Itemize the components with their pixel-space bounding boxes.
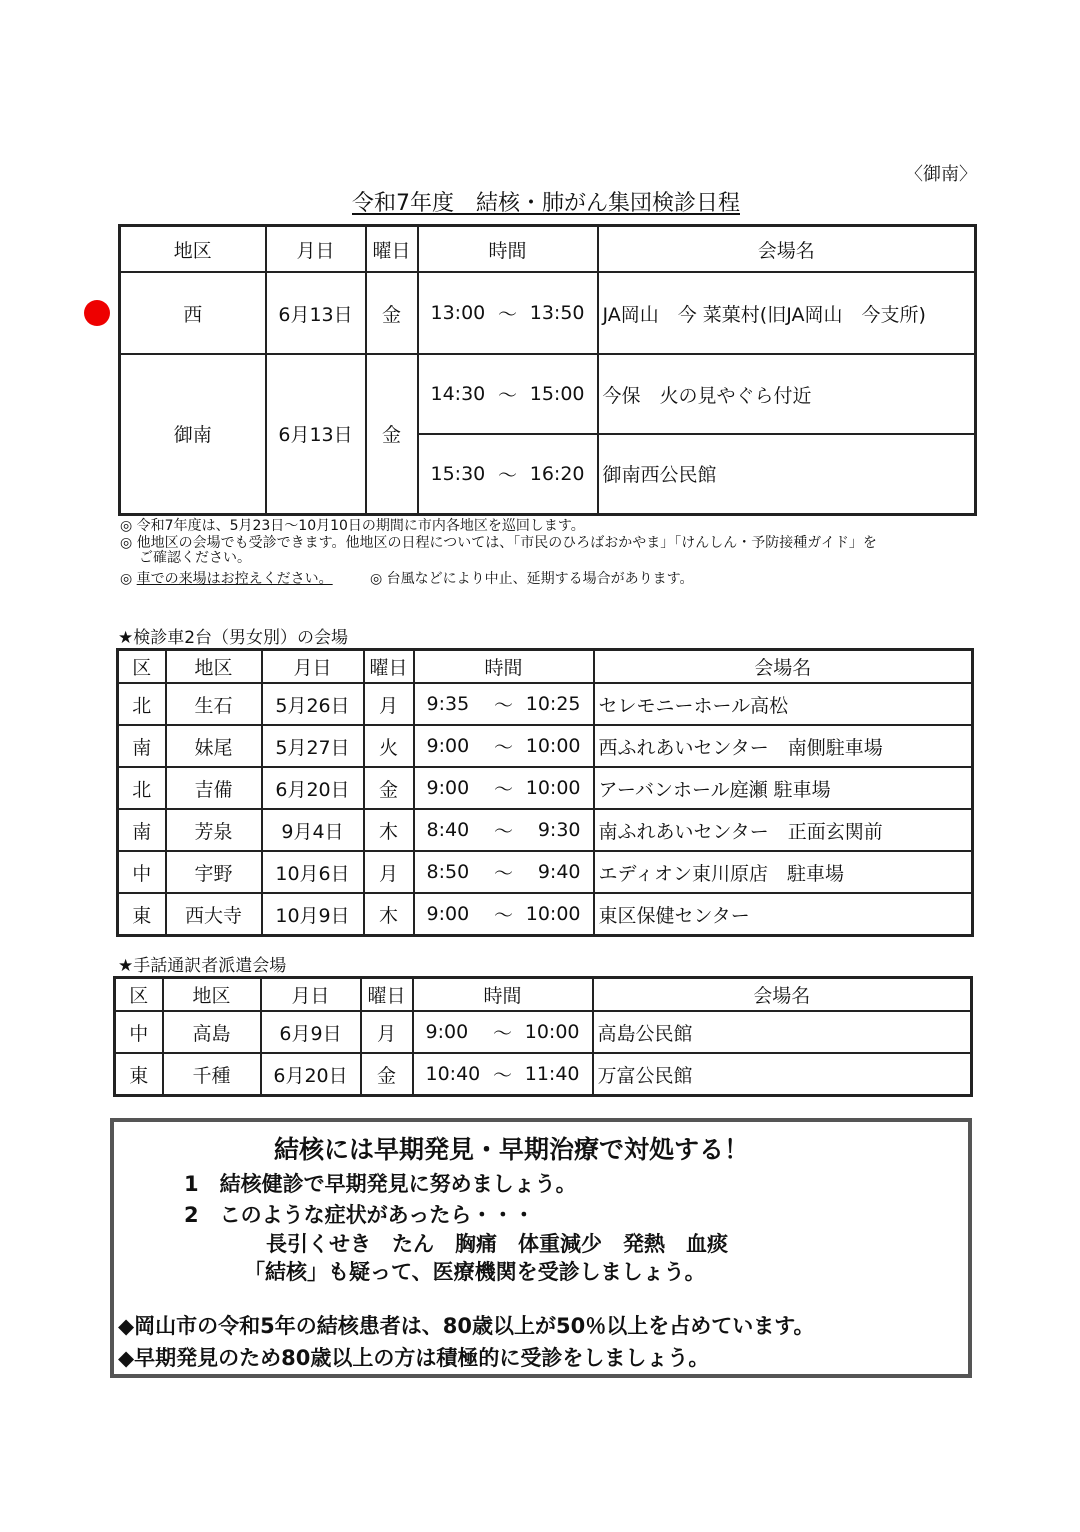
district-cell: 芳泉 <box>166 809 262 851</box>
time-separator: ～ <box>493 904 514 927</box>
date-cell: 9月4日 <box>262 809 364 851</box>
header-venue: 会場名 <box>594 650 973 684</box>
date-cell: 6月20日 <box>261 1053 361 1096</box>
ward-cell: 北 <box>118 683 166 725</box>
header-ward: 区 <box>118 650 166 684</box>
table-row <box>118 851 973 893</box>
time-separator: ～ <box>497 384 518 407</box>
header-venue: 会場名 <box>598 226 976 273</box>
time-end: 16:20 <box>529 462 585 485</box>
district-tag: 〈御南〉 <box>905 164 977 185</box>
venue-cell: 東区保健センター <box>594 893 973 936</box>
date-cell: 6月9日 <box>261 1011 361 1053</box>
time-separator: ～ <box>493 862 514 885</box>
district-cell: 吉備 <box>166 767 262 809</box>
car-table-body <box>118 683 973 936</box>
time-start: 13:00 <box>430 302 486 324</box>
date-cell: 10月9日 <box>262 893 364 936</box>
header-time: 時間 <box>414 650 594 684</box>
main-schedule-table <box>118 224 977 516</box>
time-start: 8:40 <box>426 819 470 841</box>
note-no-car <box>120 572 333 586</box>
day-cell: 月 <box>361 1011 413 1053</box>
header-day: 曜日 <box>366 226 418 273</box>
time-cell <box>414 683 594 725</box>
info-fact-1: ◆岡山市の令和5年の結核患者は、80歳以上が50％以上を占めています。 <box>118 1314 815 1338</box>
time-start: 9:00 <box>426 903 470 925</box>
time-cell <box>413 1053 593 1096</box>
time-start: 9:00 <box>426 735 470 757</box>
header-venue: 会場名 <box>593 978 972 1012</box>
district-cell: 西大寺 <box>166 893 262 936</box>
venue-cell: 高島公民館 <box>593 1011 972 1053</box>
ward-cell: 北 <box>118 767 166 809</box>
time-start: 9:35 <box>426 693 470 715</box>
time-cell <box>414 767 594 809</box>
ward-cell: 南 <box>118 725 166 767</box>
info-heading: 結核には早期発見・早期治療で対処する！ <box>274 1135 750 1164</box>
header-district: 地区 <box>166 650 262 684</box>
note-mark: ◎ <box>120 571 133 587</box>
info-item-2: 2 このような症状があったら・・・ <box>184 1203 535 1227</box>
table-row <box>118 725 973 767</box>
header-day: 曜日 <box>364 650 414 684</box>
note-typhoon: ◎ 台風などにより中止、延期する場合があります。 <box>370 571 694 587</box>
venue-cell: 御南西公民館 <box>598 434 976 514</box>
day-cell: 月 <box>364 851 414 893</box>
time-end: 9:40 <box>537 861 581 883</box>
venue-cell: 今保 火の見やぐら付近 <box>598 354 976 434</box>
time-end: 11:40 <box>524 1063 580 1085</box>
venue-cell: 万富公民館 <box>593 1053 972 1096</box>
district-cell: 生石 <box>166 683 262 725</box>
header-day: 曜日 <box>361 978 413 1012</box>
date-cell: 6月13日 <box>266 272 366 354</box>
district-cell: 千種 <box>163 1053 261 1096</box>
day-cell: 木 <box>364 893 414 936</box>
time-separator: ～ <box>492 1022 513 1045</box>
ward-cell: 中 <box>118 851 166 893</box>
time-separator: ～ <box>493 778 514 801</box>
day-cell: 月 <box>364 683 414 725</box>
day-cell: 金 <box>366 272 418 354</box>
time-start: 9:00 <box>425 1021 469 1043</box>
info-symptoms: 長引くせき たん 胸痛 体重減少 発熱 血痰 <box>266 1232 728 1256</box>
district-cell: 西 <box>120 272 266 354</box>
header-time: 時間 <box>413 978 593 1012</box>
venue-cell: 南ふれあいセンター 正面玄関前 <box>594 809 973 851</box>
date-cell: 6月20日 <box>262 767 364 809</box>
time-start: 9:00 <box>426 777 470 799</box>
table-row <box>115 1011 972 1053</box>
note-other-districts: ◎ 他地区の会場でも受診できます。他地区の日程については、「市民のひろばおかやま」「けんしん・予防接種ガイド」を <box>120 535 877 551</box>
district-cell: 宇野 <box>166 851 262 893</box>
time-cell <box>414 725 594 767</box>
venue-cell: アーバンホール庭瀬 駐車場 <box>594 767 973 809</box>
header-date: 月日 <box>261 978 361 1012</box>
table-row <box>118 893 973 936</box>
time-end: 10:00 <box>525 735 581 757</box>
ward-cell: 南 <box>118 809 166 851</box>
day-cell: 木 <box>364 809 414 851</box>
ward-cell: 東 <box>115 1053 163 1096</box>
time-cell <box>414 809 594 851</box>
time-separator: ～ <box>493 694 514 717</box>
time-end: 10:00 <box>525 903 581 925</box>
table-row <box>118 809 973 851</box>
time-end: 10:25 <box>525 693 581 715</box>
date-cell: 5月27日 <box>262 725 364 767</box>
ward-cell: 中 <box>115 1011 163 1053</box>
table-row <box>118 767 973 809</box>
tuberculosis-info-box <box>110 1118 972 1378</box>
time-cell <box>418 434 598 514</box>
time-end: 10:00 <box>524 1021 580 1043</box>
info-fact-2: ◆早期発見のため80歳以上の方は積極的に受診をしましょう。 <box>118 1346 710 1370</box>
table-header-row <box>120 226 976 273</box>
time-cell <box>418 272 598 354</box>
venue-cell: エディオン東川原店 駐車場 <box>594 851 973 893</box>
date-cell: 5月26日 <box>262 683 364 725</box>
time-cell <box>413 1011 593 1053</box>
car-schedule-table <box>116 648 974 937</box>
time-separator: ～ <box>492 1064 513 1087</box>
note-no-car-text: 車での来場はお控えください。 <box>136 571 333 587</box>
table-header-row <box>118 650 973 684</box>
day-cell: 火 <box>364 725 414 767</box>
district-cell: 高島 <box>163 1011 261 1053</box>
time-separator: ～ <box>493 820 514 843</box>
time-start: 10:40 <box>425 1063 481 1085</box>
sign-section-label: ★手話通訳者派遣会場 <box>118 956 287 976</box>
district-cell: 御南 <box>120 354 266 514</box>
note-period: ◎ 令和7年度は、5月23日～10月10日の期間に市内各地区を巡回します。 <box>120 518 585 534</box>
time-separator: ～ <box>493 736 514 759</box>
time-end: 10:00 <box>525 777 581 799</box>
header-district: 地区 <box>163 978 261 1012</box>
venue-cell: セレモニーホール高松 <box>594 683 973 725</box>
time-cell <box>414 893 594 936</box>
date-cell: 10月6日 <box>262 851 364 893</box>
venue-cell: 西ふれあいセンター 南側駐車場 <box>594 725 973 767</box>
table-row <box>120 354 976 434</box>
page-title: 令和7年度 結核・肺がん集団検診日程 <box>352 191 740 216</box>
district-cell: 妹尾 <box>166 725 262 767</box>
time-end: 13:50 <box>529 302 585 324</box>
info-item-1: 1 結核健診で早期発見に努めましょう。 <box>184 1172 577 1196</box>
header-date: 月日 <box>266 226 366 273</box>
red-dot-marker <box>84 300 110 326</box>
header-ward: 区 <box>115 978 163 1012</box>
day-cell: 金 <box>361 1053 413 1096</box>
table-header-row <box>115 978 972 1012</box>
time-separator: ～ <box>497 303 518 326</box>
car-section-label: ★検診車2台（男女別）の会場 <box>118 628 349 648</box>
time-cell <box>414 851 594 893</box>
header-date: 月日 <box>262 650 364 684</box>
time-end: 9:30 <box>537 819 581 841</box>
venue-cell: JA岡山 今 菜菓村(旧JA岡山 今支所) <box>598 272 976 354</box>
note-other-districts-cont: ご確認ください。 <box>139 550 251 566</box>
table-row <box>115 1053 972 1096</box>
header-time: 時間 <box>418 226 598 273</box>
time-end: 15:00 <box>529 383 585 405</box>
time-cell <box>418 354 598 434</box>
day-cell: 金 <box>366 354 418 514</box>
sign-language-table <box>113 976 973 1097</box>
info-suspect: 「結核」も疑って、医療機関を受診しましょう。 <box>244 1260 706 1284</box>
table-row <box>118 683 973 725</box>
ward-cell: 東 <box>118 893 166 936</box>
table-row <box>120 272 976 354</box>
time-start: 8:50 <box>426 861 470 883</box>
header-district: 地区 <box>120 226 266 273</box>
time-separator: ～ <box>497 464 518 487</box>
sign-table-body <box>115 1011 972 1096</box>
day-cell: 金 <box>364 767 414 809</box>
date-cell: 6月13日 <box>266 354 366 514</box>
time-start: 15:30 <box>430 462 486 485</box>
time-start: 14:30 <box>430 383 486 405</box>
